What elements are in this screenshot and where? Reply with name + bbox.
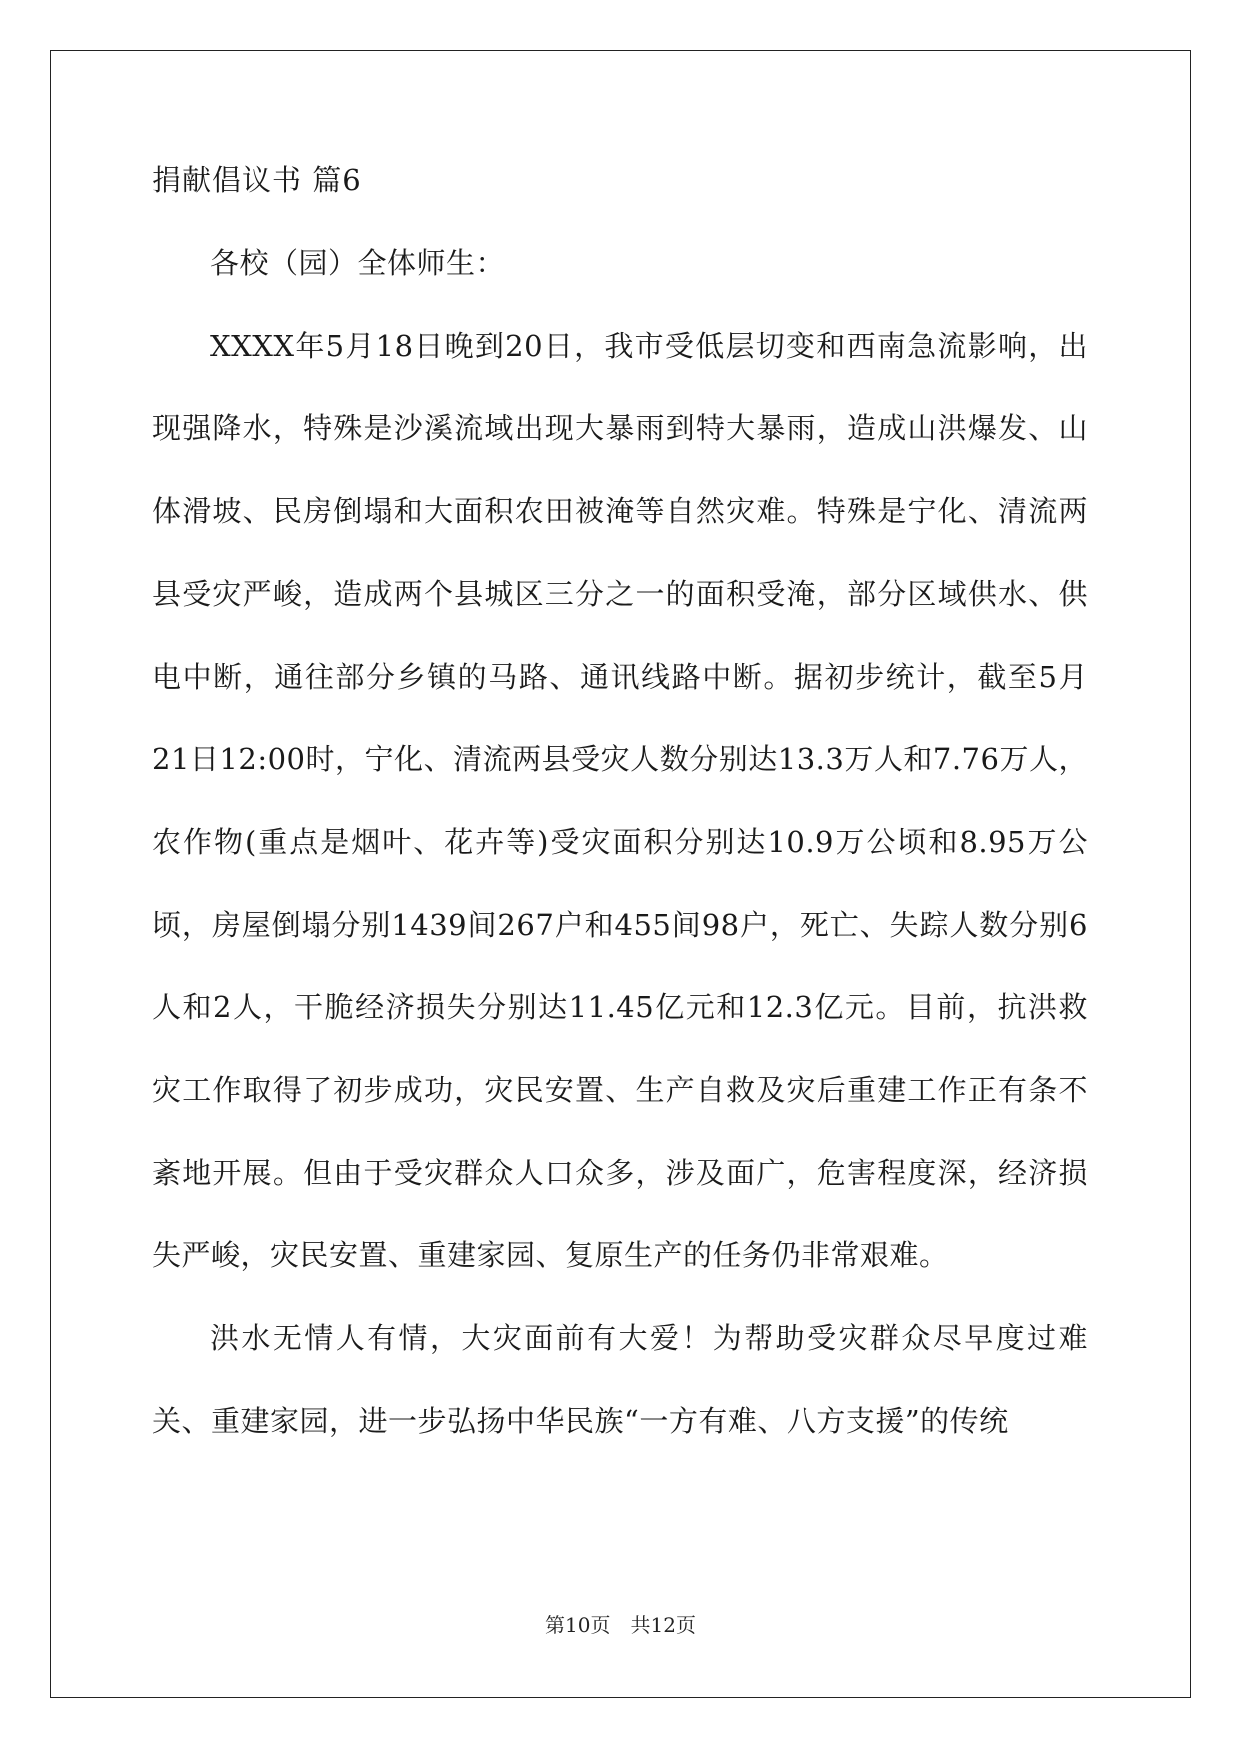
document-title: 捐献倡议书 篇6 bbox=[152, 163, 362, 197]
salutation: 各校（园）全体师生： bbox=[210, 246, 506, 280]
page-number: 第10页 共12页 bbox=[545, 1613, 696, 1637]
paragraph-1: XXXX年5月18日晚到20日，我市受低层切变和西南急流影响，出现强降水，特殊是沙溪流域出现大暴雨到特大暴雨，造成山洪爆发、山体滑坡、民房倒塌和大面积农田被淹等自然灾难。特殊是宁化、清流两县受灾严峻，造成两个县城区三分之一的面积受淹，部分区域供水、供电中断，通往部分乡镇的马路、通讯线路中断。据初步统计，截至5月21日12:00时，宁化、清流两县受灾人数分别达13.3万人和7.76万人，农作物(重点是烟叶、花卉等)受灾面积分别达10.9万公顷和8.95万公顷，房屋倒塌分别1439间267户和455间98户，死亡、失踪人数分别6人和2人，干脆经济损失分别达11.45亿元和12.3亿元。目前，抗洪救灾工作取得了初步成功，灾民安置、生产自救及灾后重建工作正有条不紊地开展。但由于受灾群众人口众多，涉及面广，危害程度深，经济损失严峻，灾民安置、重建家园、复原生产的任务仍非常艰难。 bbox=[152, 328, 1088, 1273]
paragraph-2: 洪水无情人有情，大灾面前有大爱！为帮助受灾群众尽早度过难关、重建家园，进一步弘扬中华民族“一方有难、八方支援”的传统 bbox=[152, 1321, 1088, 1438]
document-body bbox=[152, 160, 1088, 1463]
